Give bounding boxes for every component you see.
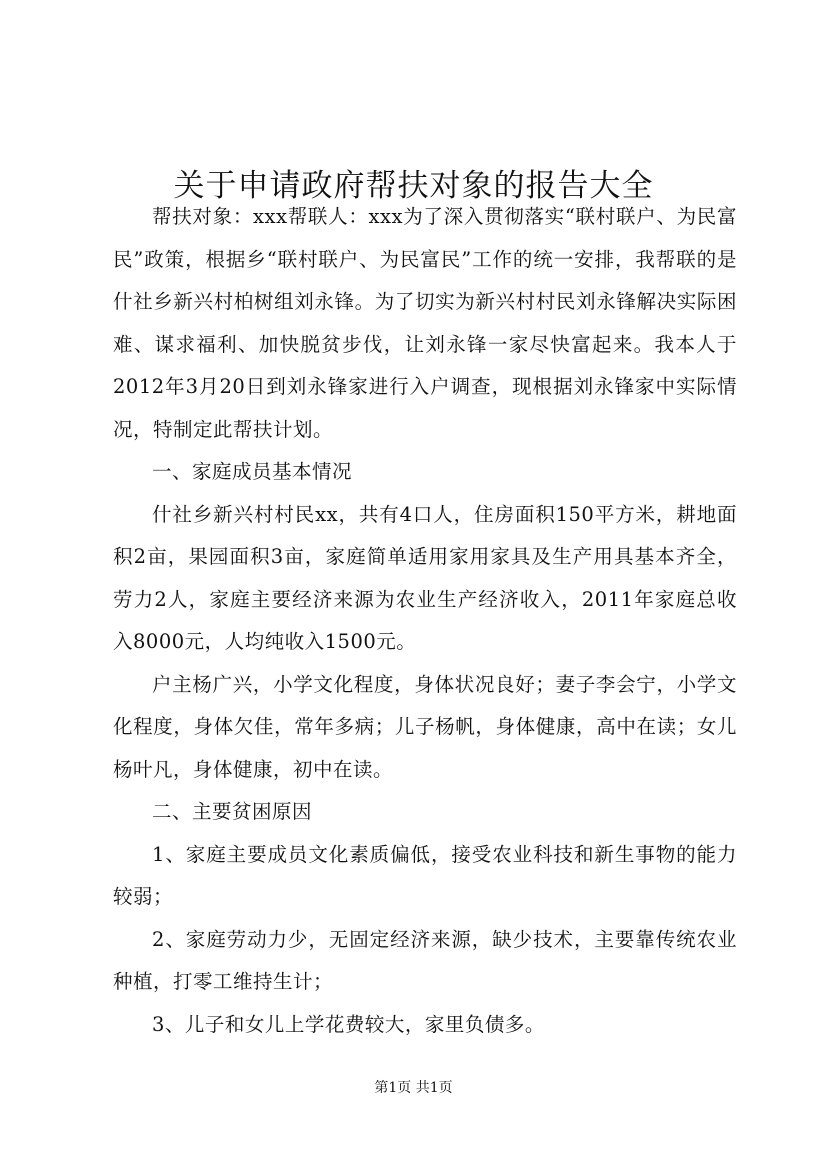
paragraph-family-overview: 什社乡新兴村村民xx，共有4口人，住房面积150平方米，耕地面积2亩，果园面积3亩，家庭简单适用家用家具及生产用具基本齐全，劳力2人，家庭主要经济来源为农业生产经济收入，2011年家庭总收入8000元，人均纯收入1500元。 [113, 502, 737, 653]
poverty-cause-item-2: 2、家庭劳动力少，无固定经济来源，缺少技术，主要靠传统农业种植，打零工维持生计； [113, 927, 737, 993]
paragraph-intro: 帮扶对象：xxx帮联人：xxx为了深入贯彻落实“联村联户、为民富民”政策，根据乡“联村联户、为民富民”工作的统一安排，我帮联的是什社乡新兴村柏树组刘永锋。为了切实为新兴村村民刘永锋解决实际困难、谋求福利、加快脱贫步伐，让刘永锋一家尽快富起来。我本人于2012年3月20日到刘永锋家进行入户调查，现根据刘永锋家中实际情况，特制定此帮扶计划。 [113, 205, 737, 441]
section-heading-poverty-causes: 二、主要贫困原因 [152, 800, 313, 823]
section-heading-family-members: 一、家庭成员基本情况 [152, 460, 353, 483]
poverty-cause-item-3: 3、儿子和女儿上学花费较大，家里负债多。 [152, 1012, 545, 1036]
page-footer: 第1页 共1页 [374, 1080, 453, 1096]
document-title: 关于申请政府帮扶对象的报告大全 [173, 167, 654, 204]
document-body [113, 196, 737, 1046]
paragraph-family-details: 户主杨广兴，小学文化程度，身体状况良好；妻子李会宁，小学文化程度，身体欠佳，常年多病；儿子杨帆，身体健康，高中在读；女儿杨叶凡，身体健康，初中在读。 [113, 672, 737, 781]
poverty-cause-item-1: 1、家庭主要成员文化素质偏低，接受农业科技和新生事物的能力较弱； [113, 842, 737, 908]
